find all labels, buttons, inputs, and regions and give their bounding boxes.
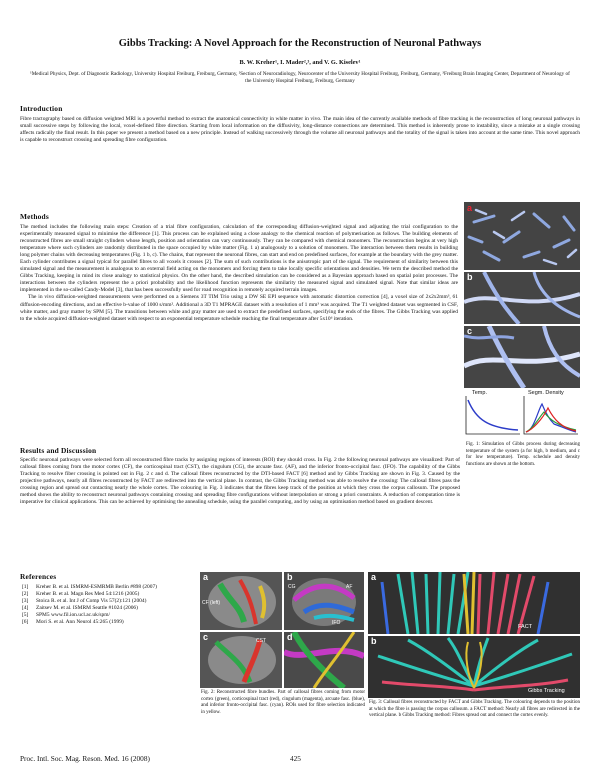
fig2-tract-cst: CST: [256, 638, 266, 644]
introduction-text: Fibre tractography based on diffusion weighted MRI is a powerful method to extract the anatomical connectivity in white matter in vivo. The main idea of the currently available methods of fibre tracking is the reconstruction of long neuronal pathways in small successive steps by following the local, voxel-defined fibre direction. Starting from local information on the diffusivity, long-distance connections are determined. This method is inherently prone to instability, since a mistake at a single crossing affects radically the final result. In this paper we present a method based on a new principle. Instead of walking successively through the volume all neuronal pathways and the totality of the signal is taken into account at the same time. This novel approach is capable to reconstruct crossing and spreading fibre configuration.: [20, 116, 580, 144]
fig3-label-b: b: [371, 636, 377, 646]
reference-item: [3] Stoica R. et al. Int J of Comp Vis 57(2):121 (2004): [22, 598, 147, 605]
fig2-label-c: c: [203, 632, 209, 642]
fig1-temp-label: Temp.: [472, 390, 487, 396]
results-text: Specific neuronal pathways were selected form all reconstructed fibre tracks by assigning regions of interests (ROI) they should cross. In Fig. 2 the following neuronal pathways are visualized: Part of callosal fibres coming from the motor cortex (CF), the corticospinal tract (CST), the cingulum (CG), the arcuate fasc. (AF), and the inferior fronto-occipital fasc. (IFO). The capability of the Gibbs Tracking to resolve fiber crossing is pointed out in Fig. 2 c and d. The callosal fibres reconstructed by the DTI-based FACT [6] method and by Gibbs Tracking are shown in Fig. 3. Caused by the projective pathways, nearly all fibres reconstructed by FACT are redirected into the vertical plane. In contrast, the Gibbs Tracking method was able to resolve the crossing: The callosal fibres pass the crossing region and spread out contacting nearly the whole cortex. The colouring in Fig. 3 indicates that the fibres keep track of the position at which they cross the corpus callosum. The proposed method shows the ability to reconstruct neuronal pathways containing crossing and spreading fibre configurations without interpolation or strong a priori constraints. A reduction of computation time is imperative for clinical applications. This can be achieved by optimising the annealing schedule, using the parallel computing, and by using an optimisation method based on gradient descent.: [20, 457, 460, 506]
fig3-caption: Fig. 3: Callosal fibres reconstructed by FACT and Gibbs Tracking. The colouring depends to the position at which the fibre is passing the corpus callosum. a FACT method: Nearly all fibres are redirected in the vertical plane. b Gibbs Tracking method: Fibres spread out and connect the cortex evenly.: [369, 700, 580, 719]
reference-item: [4] Zaitsev M. et al. ISMRM Seattle #1024 (2006): [22, 605, 138, 612]
reference-item: [2] Kreher B. et al. Magn Res Med 54:1216 (2005): [22, 591, 140, 598]
fig1-panel-a: [464, 202, 580, 270]
reference-item: [5] SPM5 www.fil.ion.ucl.ac.uk/spm/: [22, 612, 110, 619]
fig3-method-gibbs: Gibbs Tracking: [528, 688, 565, 694]
fig2-panel-c: [200, 632, 282, 688]
fig1-label-c: c: [467, 326, 473, 336]
fig3-panel-a: [368, 572, 580, 634]
fig2-panel-a: [200, 572, 282, 630]
fig1-schedule-svg: [464, 390, 580, 438]
reference-list: [22, 584, 198, 626]
fig2-panel-b-image: [284, 572, 364, 630]
fig1-caption: Fig. 1: Simulation of Gibbs process during decreasing temperature of the system (a for high, b medium, and c for low temperature). Temp. schedule and density functions are shown at the bottom.: [466, 442, 580, 467]
fig2-panel-d-image: [284, 632, 364, 688]
author-list: B. W. Kreher¹, I. Mader²,³, and V. G. Kiselev¹: [239, 59, 361, 66]
introduction-heading: Introduction: [20, 104, 63, 113]
fig3-method-fact: FACT: [518, 624, 533, 630]
fig1-schedule-plots: [464, 390, 580, 438]
fig2-caption: Fig. 2: Reconstructed fibre bundles. Part of callosal fibres coming from motor cortex (green), corticospinal tract (red), cingulum (magenta), arcuate fasc. (blue), and inferior fronto-occipital fasc. (cyan). ROIs used for fibre selection indicated in yellow.: [201, 690, 365, 715]
fig1-density-label: Segm. Density: [528, 390, 564, 396]
fig3-label-a: a: [371, 572, 377, 582]
affiliations: ¹Medical Physics, Dept. of Diagnostic Radiology, University Hospital Freiburg, Freiburg, Germany, ²Section of Neuroradiology, Neurocenter of the University Hospital Freiburg, Freiburg, Germany, ³Freiburg Brain Imaging Center, Department of Neurology of the University Hospital Freiburg, Freiburg, Germany: [30, 71, 570, 85]
methods-paragraph-1: The method includes the following main steps: Creation of a trial fibre configuration, calculation of the corresponding diffusion-weighted signal and adjusting the trial configuration to the experimentally measured signal to minimise the difference [1]. This process can be explained using a close analogy to the chemical reaction of polymerisation as follows. The building elements of reconstructed fibres are small straight cylinders whose length, position and orientation can vary continuously. They can be compared with chemical monomers. The reconstruction begins at very high temperature where such cylinders are randomly distributed in the space occupied by white matter (Fig. 1 a) analogously to a solution of monomers. The interaction between them results in building long polymer chains with decreasing temperatures (Fig. 1 b, c). The chains, that represent the neuronal fibres, can start and end on predefined surfaces, for example at the boundary with the grey matter. Each cylinder contributes a signal typical for parallel fibres to all voxels it crosses [2]. The sum of such contributions is the anisotropic part of the signal. The requirement of similarity between this simulated signal and the measurement is analogous to an external field acting on the monomers and forcing them to take locally specific orientations and densities. We term the described method the Gibbs Tracking, keeping in mind its close analogy to statistical physics. On the other hand, the described simulation can be considered as a Bayesian approach based on spatial point processes. The interactions between the cylinders represent the a priori probability and the likelihood function represents the similarity the measured signal and simulated signal. Note that similar ideas are implemented in the so-called Candy-Model [3], that has been successfully used for road recognition in remotely acquired terrain images.: [20, 224, 458, 294]
references-heading: References: [20, 572, 57, 581]
methods-text: [20, 224, 458, 323]
fig1-panel-a-image: [464, 202, 580, 270]
fig2-label-d: d: [287, 632, 293, 642]
fig2-tract-af: AF: [346, 584, 353, 590]
page-number: 425: [290, 754, 301, 763]
proceedings-footer: Proc. Intl. Soc. Mag. Reson. Med. 16 (2008): [20, 754, 150, 763]
fig2-panel-b: [284, 572, 364, 630]
fig2-label-a: a: [203, 572, 209, 582]
fig1-panel-c: [464, 326, 580, 388]
fig2-tract-ifo: IFO: [332, 620, 341, 626]
methods-paragraph-2: The in vivo diffusion-weighted measurements were performed on a Siemens 3T TIM Trio using a DW SE EPI sequence with automatic distortion correction [4], a voxel size of 2x2x2mm³, 61 diffusion-encoding directions, and an effective b-value of 1000 s/mm². Additional a 3D T1 MPRAGE dataset with a resolution of 1 mm³ was acquired. The T1 weighted dataset was segmented in CSF, white matter, and gray matter by SPM [5]. The transitions between white and gray matter are used to extract the predefined surfaces, specifying the ends of the fibres. The Gibbs Tracking was applied to the whole acquired diffusion-weighted dataset with respect to an exponential temperature schedule reaching the final temperature after 5x10⁶ iteration.: [20, 294, 458, 322]
fig3-panel-a-image: [368, 572, 580, 634]
fig2-panel-d: [284, 632, 364, 688]
fig2-tract-cf: CF (left): [202, 600, 221, 606]
reference-item: [6] Mori S. et al. Ann Neurol 45:265 (1999): [22, 619, 124, 626]
fig1-label-b: b: [467, 272, 473, 282]
results-heading: Results and Discussion: [20, 446, 97, 455]
fig1-label-a: a: [467, 203, 473, 213]
reference-item: [1] Kreher B. et al. ISMRM-ESMRMB Berlin #898 (2007): [22, 584, 157, 590]
fig1-panel-b-image: [464, 272, 580, 324]
methods-heading: Methods: [20, 212, 49, 221]
fig2-tract-cg: CG: [288, 584, 296, 590]
paper-title: Gibbs Tracking: A Novel Approach for the Reconstruction of Neuronal Pathways: [118, 38, 482, 49]
fig1-panel-b: [464, 272, 580, 324]
fig2-label-b: b: [287, 572, 293, 582]
fig1-panel-c-image: [464, 326, 580, 388]
fig3-panel-b: [368, 636, 580, 698]
fig2-panel-c-image: [200, 632, 282, 688]
